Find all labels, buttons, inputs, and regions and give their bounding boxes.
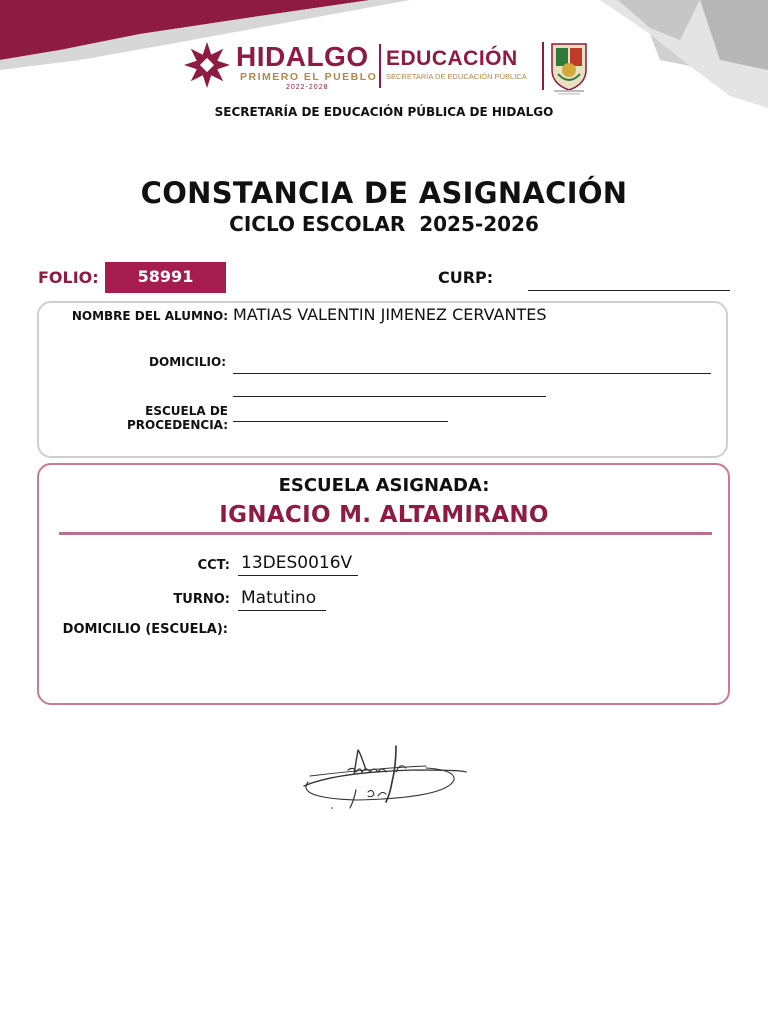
school-cycle: CICLO ESCOLAR 2025-2026 [229,212,539,236]
star-flower-icon [182,40,232,90]
student-name-value: MATIAS VALENTIN JIMENEZ CERVANTES [233,305,547,324]
address-field [233,356,711,374]
school-address-label: DOMICILIO (ESCUELA): [62,622,228,637]
hidalgo-tagline: PRIMERO EL PUEBLO [240,71,378,83]
header-banner [0,0,768,110]
student-name-label: NOMBRE DEL ALUMNO: [71,309,228,323]
hidalgo-wordmark: HIDALGO [236,41,369,72]
hidalgo-logo [182,40,382,92]
folio-label: FOLIO: [38,268,99,287]
shift-label: TURNO: [173,592,230,607]
department-heading: SECRETARÍA DE EDUCACIÓN PÚBLICA DE HIDALGO [214,105,554,119]
curp-field [528,270,730,291]
handwritten-signature-icon [296,742,470,814]
assigned-school-box [37,463,730,705]
school-name-underline [59,532,712,535]
cct-value: 13DES0016V [238,550,358,576]
document-title: CONSTANCIA DE ASIGNACIÓN [140,176,628,210]
curp-label: CURP: [438,268,494,287]
seal-divider [542,42,544,90]
educacion-logo [386,46,546,86]
school-address-value [238,620,698,640]
shift-value: Matutino [238,585,326,611]
folio-value: 58991 [105,262,226,293]
assigned-school-name: IGNACIO M. ALTAMIRANO [219,502,549,528]
hidalgo-years: 2022-2028 [286,84,329,91]
state-seal-icon [548,40,590,96]
educacion-subtitle: SECRETARÍA DE EDUCACIÓN PÚBLICA [386,72,527,81]
assigned-school-heading: ESCUELA ASIGNADA: [278,475,490,496]
origin-school-label: ESCUELA DE PROCEDENCIA: [126,404,228,432]
logo-divider [379,44,381,88]
cct-label: CCT: [197,558,230,573]
educacion-wordmark: EDUCACIÓN [386,47,518,70]
address-field-line-2 [233,379,546,397]
origin-school-field [233,404,448,422]
address-label: DOMICILIO: [149,355,226,369]
